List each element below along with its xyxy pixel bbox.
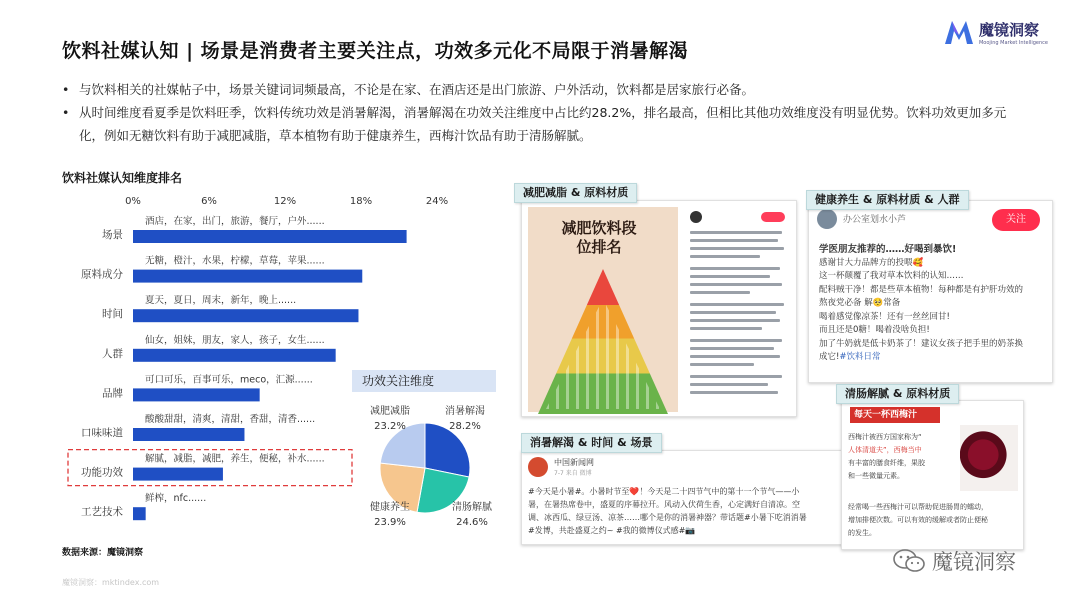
- slice-label: 消暑解渴: [445, 406, 485, 417]
- avatar: [690, 211, 702, 223]
- keyword-label: 可口可乐，百事可乐，meco，汇源......: [145, 374, 313, 386]
- text-line: [690, 339, 782, 342]
- text-line: [690, 383, 768, 386]
- category-label: 原料成分: [81, 268, 123, 281]
- text-line: [690, 355, 780, 358]
- post-line: 加了牛奶就是低卡奶茶了！建议女孩子把手里的奶茶换: [819, 338, 1024, 349]
- keyword-label: 酒店，在家，出门，旅游，餐厅，户外......: [145, 216, 325, 227]
- category-label: 场景: [102, 229, 123, 241]
- post-line: 熬夜党必备 解🥺常备: [819, 298, 901, 308]
- text-line: [690, 291, 750, 294]
- username: 办公室划水小芦: [843, 215, 907, 225]
- watermark: [892, 546, 1016, 576]
- post-thumbnail: [686, 207, 791, 412]
- text-line: [690, 347, 774, 350]
- post-line: 这一杯颠覆了我对草本饮料的认知……: [819, 271, 964, 281]
- post-line: #发博，共赴盛夏之约~ #我的微博仪式感#📷: [528, 526, 696, 535]
- tag-summer: 消暑解渴 & 时间 & 场景: [521, 433, 662, 453]
- post-line: 感谢甘大力品牌方的投喂🥰: [819, 257, 924, 268]
- post-line: 成它!: [819, 352, 840, 362]
- text-line: [690, 231, 782, 234]
- pie-chart: [340, 392, 500, 542]
- tag-health: 健康养生 & 原料材质 & 人群: [806, 190, 969, 210]
- tag-slimming: 减肥减脂 & 原料材质: [514, 183, 637, 203]
- hashtag-link[interactable]: #饮料日常: [839, 352, 881, 362]
- text-line: [690, 275, 770, 278]
- keyword-label: 酸酸甜甜，清爽，清甜，香甜，清香......: [145, 414, 316, 425]
- username: 中国新闻网: [554, 458, 594, 467]
- keyword-label: 夏天，夏日，周末，新年，晚上......: [145, 295, 297, 307]
- text-line: [690, 363, 754, 366]
- logo-name: 魔镜洞察: [978, 20, 1039, 39]
- wechat-icon: [892, 548, 926, 574]
- post-card-summer: [521, 450, 847, 545]
- prune-juice-photo: [960, 425, 1018, 491]
- follow-button: [761, 212, 785, 222]
- post-text: [848, 431, 925, 483]
- text-line: [690, 311, 776, 314]
- category-label: 时间: [102, 308, 123, 321]
- slice-value: 23.9%: [374, 517, 406, 528]
- bullet-item: • 与饮料相关的社媒帖子中，场景关键词词频最高，不论是在家、在酒店还是出门旅游、户外活动，饮料都是居家旅行必备。: [62, 78, 1022, 101]
- post-line: 配料贼干净！都是些草本植物！每种都是有护肝功效的: [819, 284, 1024, 295]
- bar: [133, 230, 407, 243]
- keyword-label: 鲜榨，nfc......: [145, 493, 207, 505]
- x-tick-label: 12%: [273, 196, 297, 207]
- text-line: [690, 283, 782, 286]
- text-line: [690, 391, 778, 394]
- post-line: 喝着感觉像凉茶！还有一丝丝回甘!: [819, 311, 950, 322]
- data-source: 数据来源：魔镜洞察: [62, 548, 144, 558]
- keyword-label: 无糖，橙汁，水果，柠檬，草莓，苹果......: [145, 255, 325, 267]
- avatar: [528, 457, 548, 477]
- post-meta: 7-7 来自 微博: [554, 470, 592, 477]
- pie-chart-title: 功效关注维度: [352, 370, 496, 392]
- x-tick-label: 24%: [425, 196, 449, 207]
- category-label: 口味味道: [81, 427, 123, 439]
- drink-bottles: [546, 299, 660, 409]
- post-card-slimming: [521, 200, 797, 417]
- brand-logo: [943, 18, 1048, 46]
- text-line: [690, 319, 780, 322]
- post-card-health: [808, 200, 1053, 383]
- post-line: 增加排便次数。可以有效的缓解或者防止便秘: [848, 516, 988, 524]
- post-line: 西梅汁被西方国家称为“: [848, 433, 922, 441]
- logo-tagline: Moojing Market Intelligence: [978, 39, 1048, 46]
- bar: [133, 349, 336, 362]
- footer-text: 魔镜洞察：mktindex.com: [62, 578, 160, 587]
- bar: [133, 468, 223, 481]
- pyramid-image: [528, 207, 678, 412]
- pyramid-heading: 减肥饮料段位排名: [561, 219, 637, 256]
- post-line: 人体清道夫”，西梅当中: [848, 446, 922, 454]
- text-line: [690, 375, 782, 378]
- text-line: [690, 303, 784, 306]
- watermark-text: 魔镜洞察: [932, 550, 1016, 574]
- post-line: 而且还是0糖！喝着没啥负担!: [819, 325, 930, 335]
- bar-chart-title: 饮料社媒认知维度排名: [62, 171, 183, 185]
- bar: [133, 507, 146, 520]
- slice-value: 28.2%: [449, 421, 481, 432]
- bar: [133, 270, 362, 283]
- slice-label: 健康养生: [370, 502, 410, 513]
- bar: [133, 309, 358, 322]
- post-line: 学医朋友推荐的……好喝到暴饮!: [819, 244, 957, 255]
- slice-label: 清肠解腻: [452, 502, 492, 513]
- page-title: 饮料社媒认知 | 场景是消费者主要关注点，功效多元化不局限于消暑解渴: [62, 40, 689, 62]
- bullet-item: • 从时间维度看夏季是饮料旺季，饮料传统功效是消暑解渴，消暑解渴在功效关注维度中占比约28.2%，排名最高，但相比其他功效维度没有明显优势。饮料功效更加多元化，例如无糖饮料有助于减肥减脂，草本植物有助于健康养生，西梅汁饮品有助于清肠解腻。: [62, 101, 1022, 147]
- post-banner: 每天一杯西梅汁: [850, 407, 940, 423]
- keyword-label: 仙女，姐妹，朋友，家人，孩子，女生......: [145, 334, 325, 346]
- keyword-label: 解腻，减脂，减肥，养生，便秘，补水......: [145, 453, 325, 465]
- post-line: 有丰富的膳食纤维，果胶: [848, 459, 925, 467]
- x-tick-label: 6%: [201, 196, 217, 207]
- slice-value: 24.6%: [456, 517, 488, 528]
- category-label: 功能功效: [81, 466, 123, 479]
- slice-label: 减肥减脂: [370, 406, 410, 417]
- category-label: 品牌: [102, 387, 123, 400]
- post-text: [848, 501, 988, 540]
- text-line: [690, 247, 784, 250]
- category-label: 工艺技术: [81, 506, 123, 519]
- follow-button[interactable]: 关注: [992, 209, 1040, 231]
- bar: [133, 428, 244, 441]
- insight-bullets: [62, 78, 1022, 147]
- text-line: [690, 267, 780, 270]
- slice-value: 23.2%: [374, 421, 406, 432]
- post-text: [819, 243, 1023, 365]
- bar: [133, 388, 260, 401]
- post-line: 和一些微量元素。: [848, 472, 904, 480]
- post-text: [528, 485, 807, 537]
- category-label: 人群: [102, 347, 123, 360]
- avatar: [817, 209, 837, 229]
- text-line: [690, 239, 778, 242]
- post-line: 经常喝一些西梅汁可以帮助促进肠胃的蠕动，: [848, 503, 988, 511]
- post-line: #今天是小暑#。小暑时节至❤️！今天是二十四节气中的第十一个节气——小: [528, 487, 800, 496]
- logo-m-icon: [943, 18, 975, 46]
- text-line: [690, 255, 760, 258]
- post-line: 的发生。: [848, 529, 876, 537]
- x-tick-label: 0%: [125, 196, 141, 207]
- post-card-prune: [841, 400, 1024, 550]
- post-line: 调、冰西瓜、绿豆汤、凉茶……哪个是你的消暑神器？带话题#小暑下吃消消暑: [528, 513, 807, 522]
- post-line: 暑，在暑热席卷中，盛夏的序幕拉开。风动入伏荷生香，心定满好自清凉。空: [528, 500, 800, 509]
- tag-prune: 清肠解腻 & 原料材质: [836, 384, 959, 404]
- text-line: [690, 327, 762, 330]
- x-tick-label: 18%: [349, 196, 373, 207]
